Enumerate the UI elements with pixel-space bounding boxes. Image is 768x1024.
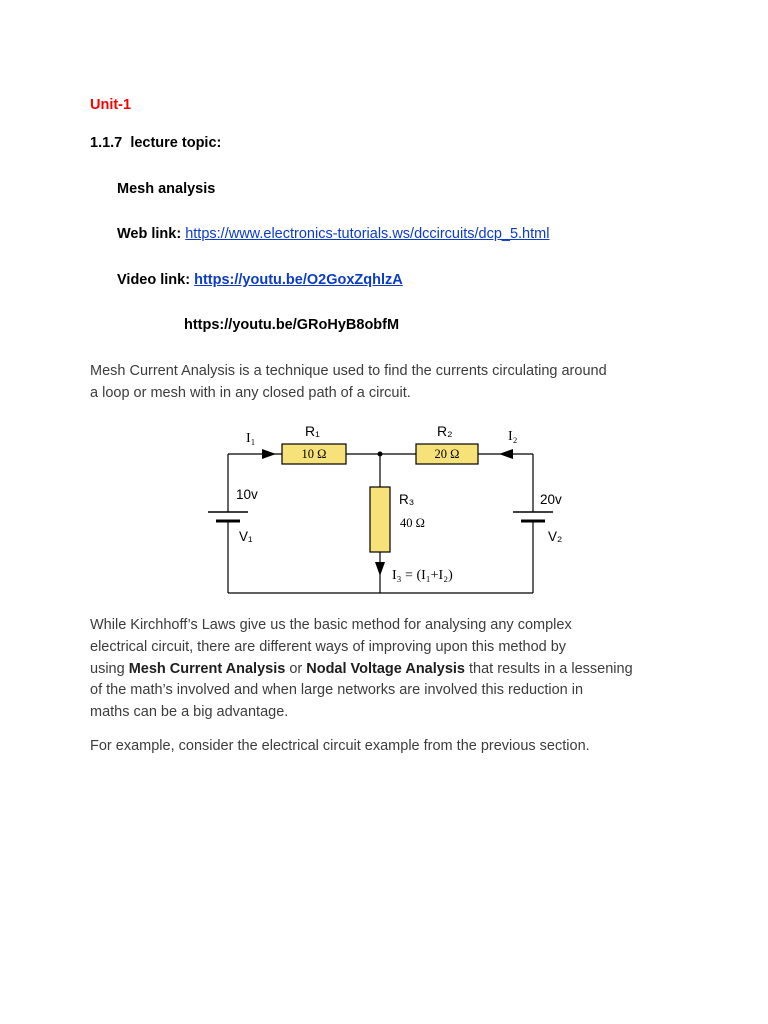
para-line-5: maths can be a big advantage.	[90, 704, 289, 721]
para-line-3-pre: using	[90, 660, 129, 677]
term-mesh-current-analysis: Mesh Current Analysis	[128, 660, 286, 677]
label-v1-value: 10v	[236, 487, 258, 502]
label-i3-expression: I₃ = (I₁+I₂)	[392, 568, 453, 583]
arrow-i3-icon	[375, 562, 385, 576]
label-i2: I₂	[508, 429, 518, 444]
value-r2: 20 Ω	[434, 447, 460, 461]
topic-name: Mesh analysis	[117, 181, 216, 197]
intro-line-2: a loop or mesh with in any closed path of a circuit.	[90, 384, 411, 401]
term-nodal-voltage-analysis: Nodal Voltage Analysis	[306, 660, 465, 677]
video-link-1[interactable]: https://youtu.be/O2GoxZqhlzA	[194, 272, 403, 288]
value-r3: 40 Ω	[400, 516, 425, 530]
junction-dot	[378, 452, 383, 457]
web-link[interactable]: https://www.electronics-tutorials.ws/dccircuits/dcp_5.html	[185, 226, 550, 242]
label-v2: V₂	[548, 529, 563, 544]
arrow-i2-icon	[499, 449, 513, 459]
para-line-3	[90, 659, 690, 681]
arrow-i1-icon	[262, 449, 276, 459]
label-v1: V₁	[239, 529, 253, 544]
topic-number: 1.1.7	[90, 135, 123, 151]
label-r1: R₁	[305, 423, 320, 439]
value-r1: 10 Ω	[301, 447, 327, 461]
intro-line-1: Mesh Current Analysis is a technique used to find the currents circulating around	[90, 363, 607, 379]
para-line-3-mid: or	[285, 660, 307, 677]
para-line-2: electrical circuit, there are different ways of improving upon this method by	[90, 638, 567, 655]
video-link-label: Video link:	[117, 272, 191, 288]
resistor-r3	[370, 487, 390, 552]
label-i1: I₁	[246, 431, 256, 446]
kirchhoff-paragraph	[90, 615, 690, 724]
example-paragraph: For example, consider the electrical circuit example from the previous section.	[90, 738, 590, 754]
label-r2: R₂	[437, 423, 453, 439]
para-line-3-post: that results in a lessening	[465, 660, 633, 677]
para-line-1: While Kirchhoff’s Laws give us the basic method for analysing any complex	[90, 617, 572, 633]
topic-label: lecture topic:	[130, 135, 222, 151]
label-r3: R₃	[399, 492, 415, 507]
para-line-4: of the math’s involved and when large networks are involved this reduction in	[90, 682, 584, 699]
web-link-label: Web link:	[117, 226, 182, 242]
video-link-2[interactable]: https://youtu.be/GRoHyB8obfM	[184, 317, 400, 333]
unit-heading: Unit-1	[90, 97, 132, 113]
label-v2-value: 20v	[540, 492, 562, 507]
